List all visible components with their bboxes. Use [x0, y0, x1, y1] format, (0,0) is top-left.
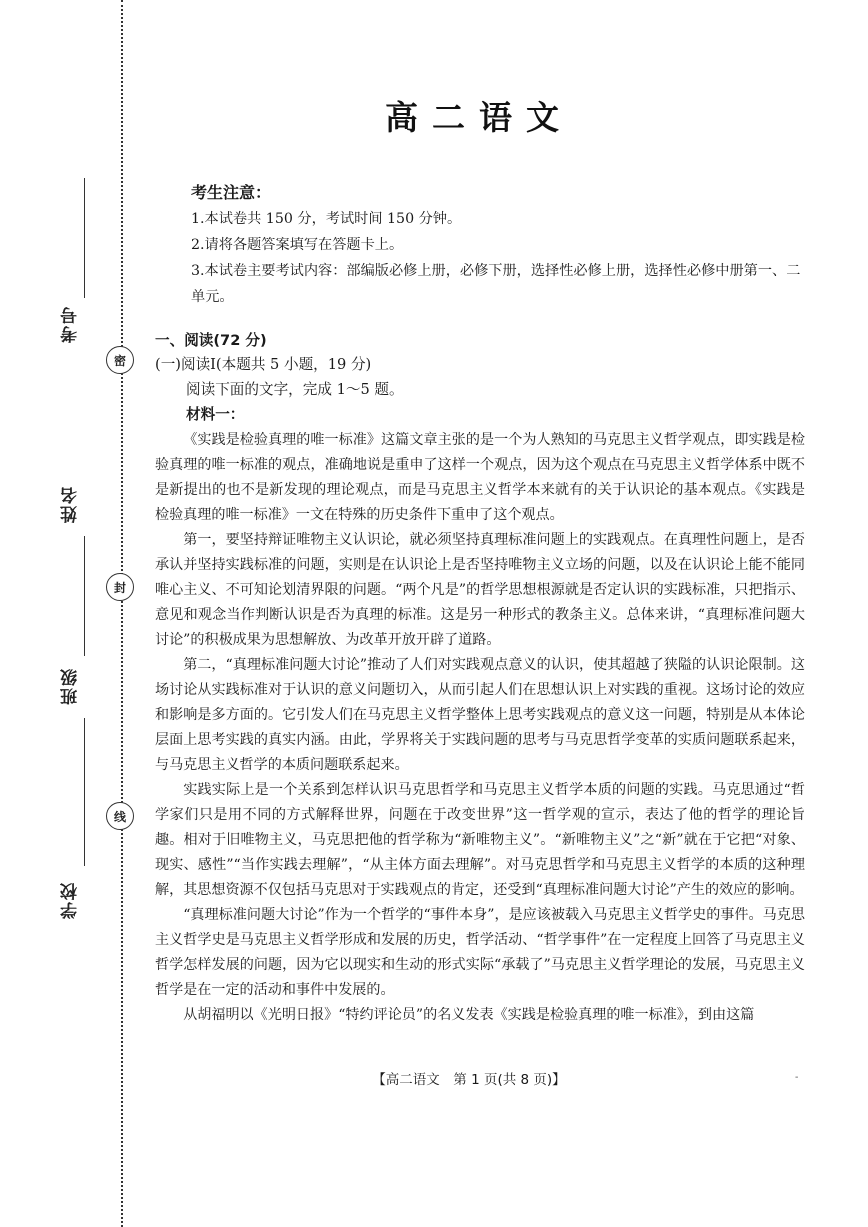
notice-item: 3.本试卷主要考试内容：部编版必修上册，必修下册，选择性必修上册，选择性必修中册第一、二单元。 — [191, 263, 801, 305]
class-line — [84, 718, 85, 866]
page-footer: 【高二语文 第 1 页(共 8 页)】 — [372, 1072, 566, 1088]
class-label: 班级 — [61, 667, 81, 705]
notice-list — [191, 206, 813, 310]
binding-dotted-line — [121, 0, 123, 1227]
notice-item: 2.请将各题答案填写在答题卡上。 — [191, 237, 404, 253]
section-heading: 一、阅读(72 分) — [155, 332, 267, 349]
page-title: 高二语文 — [385, 98, 573, 137]
seal-feng: 封 — [106, 573, 134, 601]
school-label: 学校 — [61, 881, 81, 919]
seal-mi: 密 — [106, 346, 134, 374]
exam-number-line — [84, 178, 85, 298]
notice-item: 1.本试卷共 150 分，考试时间 150 分钟。 — [191, 211, 462, 227]
passage-paragraph: 从胡福明以《光明日报》“特约评论员”的名义发表《实践是检验真理的唯一标准》，到由这篇 — [183, 1007, 755, 1023]
passage-paragraph: 《实践是检验真理的唯一标准》这篇文章主张的是一个为人熟知的马克思主义哲学观点，即实践是检验真理的唯一标准的观点，准确地说是重申了这样一个观点，因为这个观点在马克思主义哲学体系中既不是新提出的也不是新发现的理论观点，而是马克思主义哲学本来就有的关于认识论的基本观点。《实践是检验真理的唯一标准》一文在特殊的历史条件下重申了这个观点。 — [155, 432, 805, 523]
passage-paragraph: 第二，“真理标准问题大讨论”推动了人们对实践观点意义的认识，使其超越了狭隘的认识论限制。这场讨论从实践标准对于认识的意义问题切入，从而引起人们在思想认识上对实践的重视。这场讨论的效应和影响是多方面的。它引发人们在马克思主义哲学整体上思考实践观点的意义这一问题，特别是从本体论层面上思考实践的真实内涵。由此，学界将关于实践问题的思考与马克思哲学变革的实质问题联系起来，与马克思主义哲学的本质问题联系起来。 — [155, 657, 805, 773]
corner-mark: - — [795, 1072, 799, 1083]
passage-paragraph: 实践实际上是一个关系到怎样认识马克思哲学和马克思主义哲学本质的问题的实践。马克思通过“哲学家们只是用不同的方式解释世界，问题在于改变世界”这一哲学观的宣示，表达了他的哲学的理论旨趣。相对于旧唯物主义，马克思把他的哲学称为“新唯物主义”。“新唯物主义”之“新”就在于它把“对象、现实、感性”“当作实践去理解”，“从主体方面去理解”。对马克思哲学和马克思主义哲学的本质的这种理解，其思想资源不仅包括马克思对于实践观点的肯定，还受到“真理标准问题大讨论”产生的效应的影响。 — [155, 782, 805, 898]
name-line — [84, 536, 85, 656]
reading-passage — [155, 428, 805, 1028]
passage-paragraph: 第一，要坚持辩证唯物主义认识论，就必须坚持真理标准问题上的实践观点。在真理性问题上，是否承认并坚持实践标准的问题，实则是在认识论上是否坚持唯物主义立场的问题，以及在认识论上能不能同唯心主义、不可知论划清界限的问题。“两个凡是”的哲学思想根源就是否定认识的实践标准，只把指示、意见和观念当作判断认识是否为真理的标准。这是另一种形式的教条主义。总体来讲，“真理标准问题大讨论”的积极成果为思想解放、为改革开放开辟了道路。 — [155, 532, 805, 648]
name-label: 姓名 — [61, 485, 81, 523]
exam-number-label: 考号 — [61, 305, 81, 343]
sub-section-heading: (一)阅读Ⅰ(本题共 5 小题，19 分) — [155, 356, 372, 373]
notice-heading: 考生注意： — [191, 183, 272, 202]
reading-instruction: 阅读下面的文字，完成 1～5 题。 — [186, 381, 404, 398]
seal-xian: 线 — [106, 802, 134, 830]
material-label: 材料一： — [186, 406, 245, 423]
passage-paragraph: “真理标准问题大讨论”作为一个哲学的“事件本身”，是应该被载入马克思主义哲学史的事件。马克思主义哲学史是马克思主义哲学形成和发展的历史，哲学活动、“哲学事件”在一定程度上回答了马克思主义哲学怎样发展的问题，因为它以现实和生动的形式实际“承载了”马克思主义哲学理论的发展，马克思主义哲学是在一定的活动和事件中发展的。 — [155, 907, 805, 998]
